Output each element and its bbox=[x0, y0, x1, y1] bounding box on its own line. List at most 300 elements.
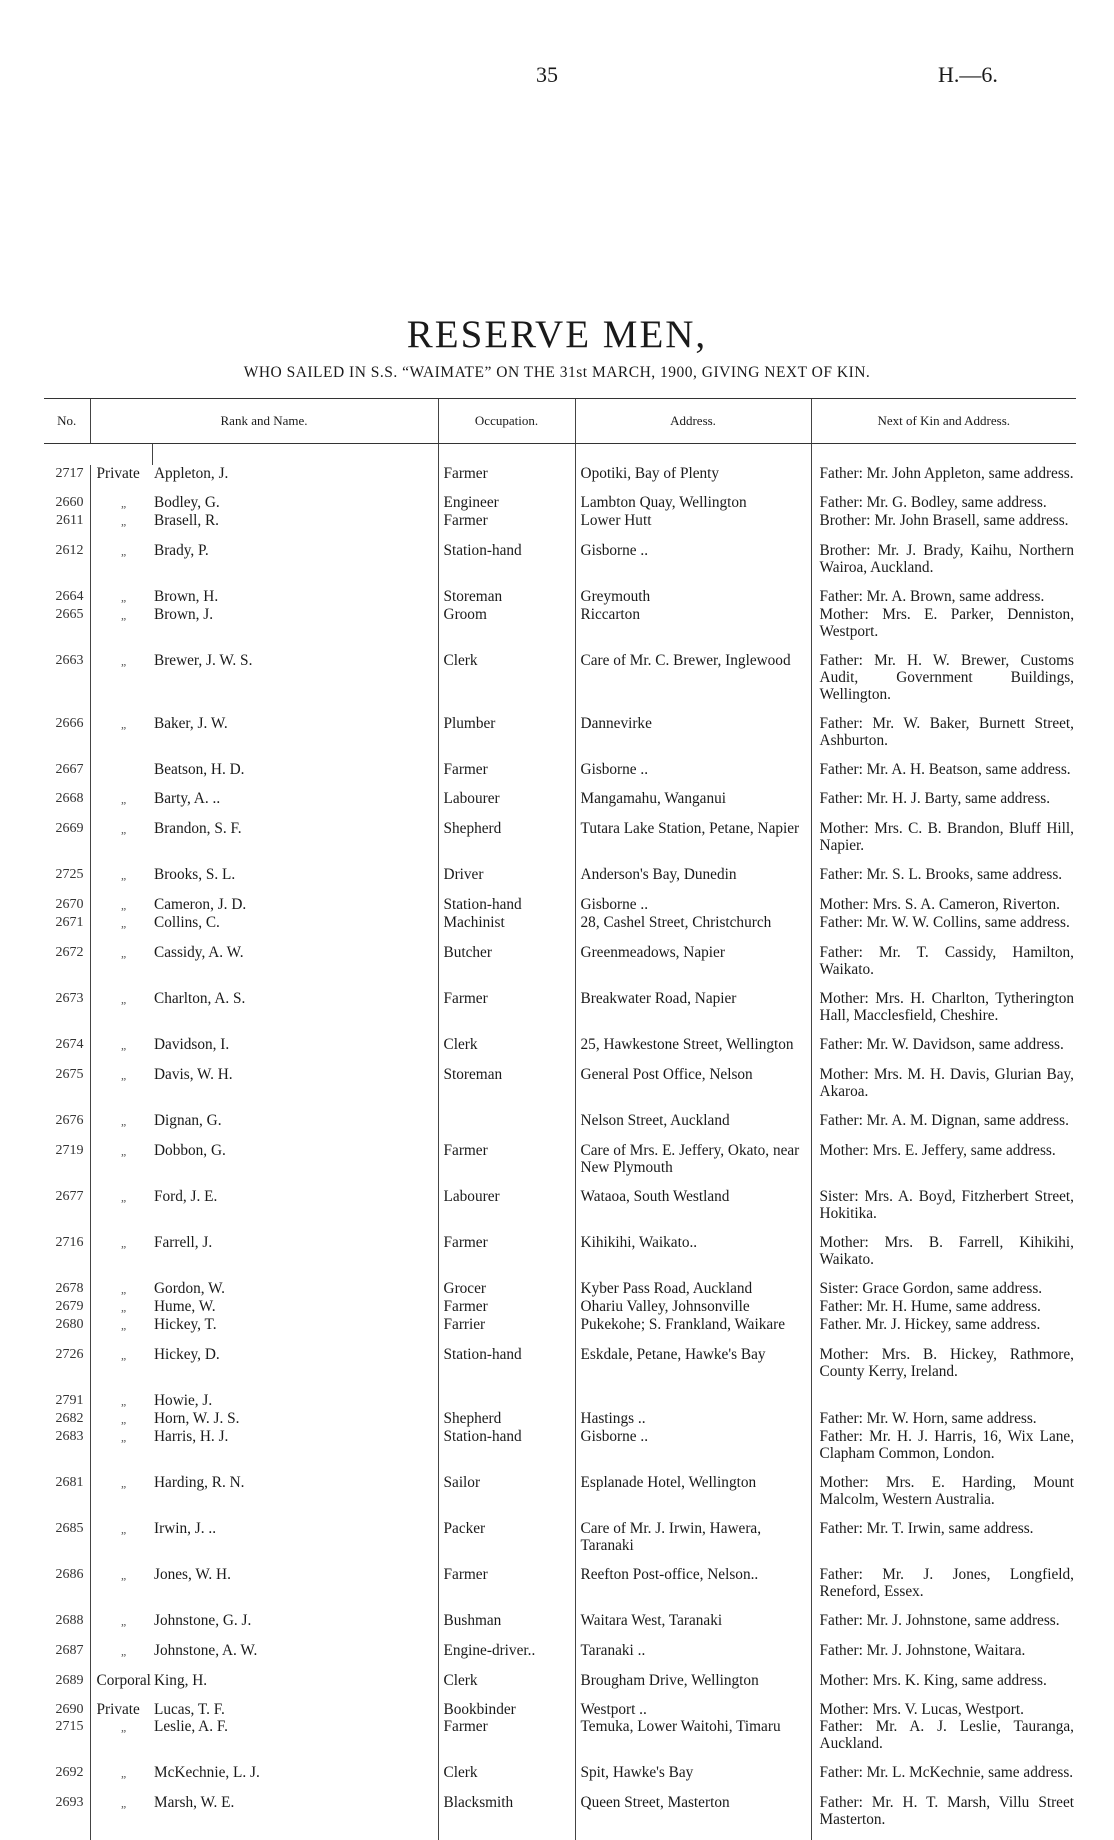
table-row bbox=[44, 1036, 1076, 1066]
row-occupation bbox=[438, 1718, 575, 1764]
row-rank-text: „ bbox=[120, 1144, 128, 1158]
row-name-text: Barty, A. .. bbox=[154, 790, 221, 807]
row-name-text: Irwin, J. .. bbox=[154, 1520, 217, 1537]
row-next-of-kin bbox=[811, 1794, 1076, 1840]
row-next-of-kin bbox=[811, 1764, 1076, 1794]
row-rank-text: „ bbox=[120, 1766, 128, 1780]
table-row bbox=[44, 990, 1076, 1036]
table-row bbox=[44, 494, 1076, 512]
column-header-rank-name: Rank and Name. bbox=[90, 399, 438, 444]
row-rank bbox=[90, 465, 152, 494]
row-next-of-kin bbox=[811, 588, 1076, 606]
row-number bbox=[44, 512, 90, 542]
row-address-text: Esplanade Hotel, Wellington bbox=[580, 1474, 757, 1491]
row-next-of-kin bbox=[811, 944, 1076, 990]
row-next-of-kin bbox=[811, 1036, 1076, 1066]
row-name-text: Baker, J. W. bbox=[154, 715, 228, 732]
row-address-text: Nelson Street, Auckland bbox=[580, 1112, 730, 1129]
row-next-of-kin-text: Mother: Mrs. E. Harding, Mount Malcolm, Western Australia. bbox=[819, 1474, 1075, 1508]
row-address-text: Eskdale, Petane, Hawke's Bay bbox=[580, 1346, 766, 1363]
row-occupation bbox=[438, 914, 575, 944]
row-number-text: 2690 bbox=[55, 1702, 84, 1717]
row-rank-text: „ bbox=[120, 946, 128, 960]
table-row bbox=[44, 1701, 1076, 1718]
row-occupation bbox=[438, 1428, 575, 1474]
table-row bbox=[44, 652, 1076, 715]
table-row bbox=[44, 914, 1076, 944]
row-next-of-kin bbox=[811, 465, 1076, 494]
row-number bbox=[44, 465, 90, 494]
row-name bbox=[152, 715, 438, 761]
row-address-text: 28, Cashel Street, Christchurch bbox=[580, 914, 772, 931]
row-rank bbox=[90, 606, 152, 652]
row-name bbox=[152, 1392, 438, 1410]
row-rank bbox=[90, 494, 152, 512]
row-rank bbox=[90, 1612, 152, 1642]
row-rank bbox=[90, 914, 152, 944]
row-address bbox=[575, 1142, 811, 1188]
row-number bbox=[44, 1316, 90, 1346]
row-address-text: Care of Mr. J. Irwin, Hawera, Taranaki bbox=[580, 1520, 762, 1554]
row-number-text: 2675 bbox=[55, 1067, 84, 1082]
row-number-text: 2716 bbox=[55, 1235, 84, 1250]
row-next-of-kin-text: Father: Mr. John Appleton, same address. bbox=[819, 465, 1074, 482]
row-name bbox=[152, 1234, 438, 1280]
row-next-of-kin bbox=[811, 866, 1076, 896]
row-name-text: Brown, H. bbox=[154, 588, 219, 605]
row-name bbox=[152, 1346, 438, 1392]
row-next-of-kin-text: Father: Mr. W. Baker, Burnett Street, Ashburton. bbox=[819, 715, 1075, 749]
row-next-of-kin-text: Father: Mr. A. Brown, same address. bbox=[819, 588, 1045, 605]
row-address-text: Lambton Quay, Wellington bbox=[580, 494, 747, 511]
row-occupation-text: Farmer bbox=[443, 1234, 488, 1251]
row-rank-text: „ bbox=[120, 1348, 128, 1362]
table-row bbox=[44, 465, 1076, 494]
row-address bbox=[575, 512, 811, 542]
row-rank-text: „ bbox=[120, 822, 128, 836]
row-occupation-text: Farmer bbox=[443, 1298, 488, 1315]
row-occupation bbox=[438, 790, 575, 820]
row-next-of-kin-text: Father: Mr. W. Horn, same address. bbox=[819, 1410, 1037, 1427]
row-next-of-kin bbox=[811, 914, 1076, 944]
row-address-text: Kyber Pass Road, Auckland bbox=[580, 1280, 753, 1297]
row-address-text: Riccarton bbox=[580, 606, 640, 623]
row-name bbox=[152, 494, 438, 512]
row-occupation-text: Blacksmith bbox=[443, 1794, 514, 1811]
row-next-of-kin bbox=[811, 1142, 1076, 1188]
row-occupation bbox=[438, 652, 575, 715]
row-address bbox=[575, 1718, 811, 1764]
row-name-text: Cameron, J. D. bbox=[154, 896, 247, 913]
row-next-of-kin bbox=[811, 1474, 1076, 1520]
row-address bbox=[575, 990, 811, 1036]
row-address bbox=[575, 465, 811, 494]
row-address bbox=[575, 542, 811, 588]
row-number-text: 2726 bbox=[55, 1347, 84, 1362]
row-name-text: Johnstone, G. J. bbox=[154, 1612, 252, 1629]
row-rank-text: „ bbox=[120, 608, 128, 622]
row-name-text: Brady, P. bbox=[154, 542, 209, 559]
row-number bbox=[44, 1234, 90, 1280]
row-name bbox=[152, 1036, 438, 1066]
row-name bbox=[152, 944, 438, 990]
row-occupation bbox=[438, 1298, 575, 1316]
row-number-text: 2612 bbox=[55, 543, 84, 558]
row-number bbox=[44, 1701, 90, 1718]
row-name-text: Brooks, S. L. bbox=[154, 866, 236, 883]
row-rank bbox=[90, 512, 152, 542]
row-rank bbox=[90, 542, 152, 588]
row-next-of-kin bbox=[811, 1701, 1076, 1718]
row-number bbox=[44, 790, 90, 820]
row-next-of-kin bbox=[811, 1642, 1076, 1672]
row-occupation bbox=[438, 944, 575, 990]
row-address-text: Westport .. bbox=[580, 1701, 647, 1718]
row-name-text: Charlton, A. S. bbox=[154, 990, 246, 1007]
row-rank bbox=[90, 820, 152, 866]
row-occupation bbox=[438, 1234, 575, 1280]
row-address bbox=[575, 1316, 811, 1346]
row-next-of-kin-text: Father: Mr. A. M. Dignan, same address. bbox=[819, 1112, 1069, 1129]
row-next-of-kin bbox=[811, 715, 1076, 761]
row-next-of-kin-text: Father: Mr. J. Jones, Longfield, Reneford, Essex. bbox=[819, 1566, 1075, 1600]
row-name-text: Hume, W. bbox=[154, 1298, 216, 1315]
row-occupation-text: Clerk bbox=[443, 652, 478, 669]
row-name bbox=[152, 1701, 438, 1718]
row-occupation-text: Station-hand bbox=[443, 1346, 522, 1363]
row-name-text: Collins, C. bbox=[154, 914, 220, 931]
row-occupation bbox=[438, 1474, 575, 1520]
row-name-text: Farrell, J. bbox=[154, 1234, 213, 1251]
row-address bbox=[575, 896, 811, 914]
row-rank-text: „ bbox=[120, 1190, 128, 1204]
row-occupation bbox=[438, 715, 575, 761]
row-name-text: Hickey, D. bbox=[154, 1346, 220, 1363]
row-address-text: Ohariu Valley, Johnsonville bbox=[580, 1298, 750, 1315]
row-number-text: 2660 bbox=[55, 495, 84, 510]
row-rank bbox=[90, 1428, 152, 1474]
row-name bbox=[152, 1142, 438, 1188]
row-number-text: 2689 bbox=[55, 1673, 84, 1688]
table-body bbox=[44, 465, 1076, 1840]
row-occupation-text: Driver bbox=[443, 866, 484, 883]
row-next-of-kin-text: Mother: Mrs. V. Lucas, Westport. bbox=[819, 1701, 1024, 1718]
column-header-occupation: Occupation. bbox=[438, 399, 575, 444]
row-next-of-kin-text: Father. Mr. J. Hickey, same address. bbox=[819, 1316, 1041, 1333]
row-occupation-text: Farmer bbox=[443, 1718, 488, 1735]
row-name bbox=[152, 1316, 438, 1346]
row-address-text: Gisborne .. bbox=[580, 1428, 649, 1445]
row-rank bbox=[90, 1346, 152, 1392]
row-next-of-kin bbox=[811, 1112, 1076, 1142]
row-address-text: Reefton Post-office, Nelson.. bbox=[580, 1566, 759, 1583]
table-row bbox=[44, 1188, 1076, 1234]
row-occupation-text: Farmer bbox=[443, 990, 488, 1007]
row-address bbox=[575, 944, 811, 990]
row-number-text: 2685 bbox=[55, 1521, 84, 1536]
row-number bbox=[44, 652, 90, 715]
row-next-of-kin bbox=[811, 761, 1076, 790]
row-next-of-kin-text: Brother: Mr. John Brasell, same address. bbox=[819, 512, 1069, 529]
row-next-of-kin-text: Mother: Mrs. B. Farrell, Kihikihi, Waikato. bbox=[819, 1234, 1075, 1268]
row-rank-text: „ bbox=[120, 1476, 128, 1490]
row-name bbox=[152, 1718, 438, 1764]
row-address bbox=[575, 1566, 811, 1612]
row-occupation-text: Storeman bbox=[443, 588, 503, 605]
row-address bbox=[575, 1112, 811, 1142]
table-row bbox=[44, 1612, 1076, 1642]
row-rank bbox=[90, 1718, 152, 1764]
row-name-text: Lucas, T. F. bbox=[154, 1701, 225, 1718]
row-address-text: Pukekohe; S. Frankland, Waikare bbox=[580, 1316, 786, 1333]
row-occupation-text: Station-hand bbox=[443, 1428, 522, 1445]
row-next-of-kin bbox=[811, 494, 1076, 512]
row-occupation bbox=[438, 1142, 575, 1188]
row-rank-text: „ bbox=[120, 590, 128, 604]
column-header-next-of-kin: Next of Kin and Address. bbox=[811, 399, 1076, 444]
row-occupation bbox=[438, 1794, 575, 1840]
row-address bbox=[575, 790, 811, 820]
table-row bbox=[44, 820, 1076, 866]
row-next-of-kin bbox=[811, 1428, 1076, 1474]
row-address bbox=[575, 1701, 811, 1718]
row-name bbox=[152, 1642, 438, 1672]
row-address-text: Kihikihi, Waikato.. bbox=[580, 1234, 698, 1251]
row-address-text: Queen Street, Masterton bbox=[580, 1794, 730, 1811]
row-name bbox=[152, 1112, 438, 1142]
row-name bbox=[152, 1520, 438, 1566]
row-rank-text: „ bbox=[120, 1318, 128, 1332]
row-rank-text: „ bbox=[120, 1568, 128, 1582]
row-name bbox=[152, 1474, 438, 1520]
row-name bbox=[152, 790, 438, 820]
row-address-text: Care of Mr. C. Brewer, Inglewood bbox=[580, 652, 791, 669]
row-address bbox=[575, 1298, 811, 1316]
row-address bbox=[575, 1474, 811, 1520]
row-name-text: Marsh, W. E. bbox=[154, 1794, 235, 1811]
row-number bbox=[44, 1112, 90, 1142]
row-rank bbox=[90, 1188, 152, 1234]
row-address-text: Dannevirke bbox=[580, 715, 652, 732]
row-number-text: 2725 bbox=[55, 867, 84, 882]
table-row bbox=[44, 588, 1076, 606]
row-name-text: Leslie, A. F. bbox=[154, 1718, 228, 1735]
row-address bbox=[575, 1036, 811, 1066]
row-address bbox=[575, 1234, 811, 1280]
table-row bbox=[44, 715, 1076, 761]
table-row bbox=[44, 1280, 1076, 1298]
row-number bbox=[44, 866, 90, 896]
table-row bbox=[44, 866, 1076, 896]
row-next-of-kin-text: Father: Mr. J. Johnstone, same address. bbox=[819, 1612, 1060, 1629]
row-next-of-kin bbox=[811, 1066, 1076, 1112]
row-address-text: Gisborne .. bbox=[580, 542, 649, 559]
row-number bbox=[44, 1612, 90, 1642]
row-number-text: 2671 bbox=[55, 915, 84, 930]
row-rank-text: „ bbox=[120, 1796, 128, 1810]
row-next-of-kin-text: Father: Mr. W. W. Collins, same address. bbox=[819, 914, 1070, 931]
row-number bbox=[44, 1036, 90, 1066]
row-occupation-text: Farmer bbox=[443, 1142, 488, 1159]
row-next-of-kin bbox=[811, 1718, 1076, 1764]
table-row bbox=[44, 1794, 1076, 1840]
row-number bbox=[44, 761, 90, 790]
row-address bbox=[575, 494, 811, 512]
row-next-of-kin-text: Father: Mr. H. J. Harris, 16, Wix Lane, Clapham Common, London. bbox=[819, 1428, 1075, 1462]
row-address bbox=[575, 1188, 811, 1234]
row-rank-text: „ bbox=[120, 717, 128, 731]
table-row bbox=[44, 1428, 1076, 1474]
row-rank bbox=[90, 1794, 152, 1840]
row-address-text: Waitara West, Taranaki bbox=[580, 1612, 723, 1629]
row-occupation-text: Labourer bbox=[443, 790, 500, 807]
table-row bbox=[44, 1142, 1076, 1188]
row-number bbox=[44, 1764, 90, 1794]
row-next-of-kin-text: Father: Mr. H. W. Brewer, Customs Audit, Government Buildings, Wellington. bbox=[819, 652, 1075, 703]
table-row bbox=[44, 1672, 1076, 1701]
row-name-text: Dobbon, G. bbox=[154, 1142, 226, 1159]
row-occupation-text: Sailor bbox=[443, 1474, 481, 1491]
row-number bbox=[44, 820, 90, 866]
row-number bbox=[44, 606, 90, 652]
row-rank bbox=[90, 1474, 152, 1520]
row-occupation bbox=[438, 761, 575, 790]
row-next-of-kin-text: Mother: Mrs. E. Jeffery, same address. bbox=[819, 1142, 1056, 1159]
table-header-row bbox=[44, 399, 1076, 444]
row-rank bbox=[90, 1392, 152, 1410]
row-next-of-kin-text: Father: Mr. T. Cassidy, Hamilton, Waikato. bbox=[819, 944, 1075, 978]
row-occupation-text: Groom bbox=[443, 606, 487, 623]
row-rank bbox=[90, 1316, 152, 1346]
row-address-text: Anderson's Bay, Dunedin bbox=[580, 866, 737, 883]
row-address bbox=[575, 588, 811, 606]
row-name-text: Davidson, I. bbox=[154, 1036, 230, 1053]
row-number-text: 2679 bbox=[55, 1299, 84, 1314]
row-number-text: 2674 bbox=[55, 1037, 84, 1052]
row-address-text: Mangamahu, Wanganui bbox=[580, 790, 726, 807]
table-row bbox=[44, 1474, 1076, 1520]
row-number-text: 2715 bbox=[55, 1719, 84, 1734]
row-address-text: General Post Office, Nelson bbox=[580, 1066, 753, 1083]
row-address bbox=[575, 1612, 811, 1642]
row-number-text: 2663 bbox=[55, 653, 84, 668]
row-next-of-kin bbox=[811, 1346, 1076, 1392]
row-address-text: Taranaki .. bbox=[580, 1642, 646, 1659]
row-name bbox=[152, 866, 438, 896]
row-name-text: Harding, R. N. bbox=[154, 1474, 245, 1491]
row-address bbox=[575, 1428, 811, 1474]
row-name-text: Brasell, R. bbox=[154, 512, 220, 529]
row-number-text: 2687 bbox=[55, 1643, 84, 1658]
row-occupation-text: Farmer bbox=[443, 465, 488, 482]
row-address bbox=[575, 1642, 811, 1672]
row-address-text: Temuka, Lower Waitohi, Timaru bbox=[580, 1718, 781, 1735]
table-row bbox=[44, 1718, 1076, 1764]
row-number-text: 2692 bbox=[55, 1765, 84, 1780]
row-address bbox=[575, 1280, 811, 1298]
row-number-text: 2681 bbox=[55, 1475, 84, 1490]
row-occupation bbox=[438, 1520, 575, 1566]
row-number-text: 2717 bbox=[55, 466, 84, 481]
row-occupation-text: Engine-driver.. bbox=[443, 1642, 536, 1659]
row-next-of-kin bbox=[811, 896, 1076, 914]
row-number bbox=[44, 542, 90, 588]
row-number-text: 2670 bbox=[55, 897, 84, 912]
row-name-text: Brown, J. bbox=[154, 606, 214, 623]
row-number-text: 2667 bbox=[55, 762, 84, 777]
row-number bbox=[44, 1474, 90, 1520]
row-number-text: 2669 bbox=[55, 821, 84, 836]
row-number-text: 2791 bbox=[55, 1393, 84, 1408]
row-name-text: Gordon, W. bbox=[154, 1280, 225, 1297]
row-address-text: Greymouth bbox=[580, 588, 651, 605]
row-rank bbox=[90, 896, 152, 914]
row-number bbox=[44, 914, 90, 944]
row-name bbox=[152, 1428, 438, 1474]
row-next-of-kin bbox=[811, 1520, 1076, 1566]
row-rank-text: „ bbox=[120, 544, 128, 558]
row-number-text: 2688 bbox=[55, 1613, 84, 1628]
row-occupation bbox=[438, 1316, 575, 1346]
row-name-text: Bodley, G. bbox=[154, 494, 220, 511]
row-next-of-kin bbox=[811, 790, 1076, 820]
row-next-of-kin-text: Mother: Mrs. B. Hickey, Rathmore, County Kerry, Ireland. bbox=[819, 1346, 1075, 1380]
row-next-of-kin-text: Mother: Mrs. K. King, same address. bbox=[819, 1672, 1047, 1689]
table-row bbox=[44, 1316, 1076, 1346]
row-number-text: 2665 bbox=[55, 607, 84, 622]
row-name bbox=[152, 1188, 438, 1234]
row-next-of-kin-text: Father: Mr. A. J. Leslie, Tauranga, Auckland. bbox=[819, 1718, 1075, 1752]
row-rank-text: „ bbox=[120, 1522, 128, 1536]
row-next-of-kin bbox=[811, 1188, 1076, 1234]
row-occupation bbox=[438, 1188, 575, 1234]
row-address bbox=[575, 761, 811, 790]
row-next-of-kin bbox=[811, 542, 1076, 588]
row-number-text: 2668 bbox=[55, 791, 84, 806]
table-row bbox=[44, 1392, 1076, 1410]
row-next-of-kin bbox=[811, 1612, 1076, 1642]
row-next-of-kin bbox=[811, 1280, 1076, 1298]
row-name-text: Beatson, H. D. bbox=[154, 761, 245, 778]
row-occupation-text: Farrier bbox=[443, 1316, 486, 1333]
row-name bbox=[152, 820, 438, 866]
row-name bbox=[152, 896, 438, 914]
row-name-text: Jones, W. H. bbox=[154, 1566, 231, 1583]
row-address bbox=[575, 820, 811, 866]
row-number bbox=[44, 1520, 90, 1566]
row-rank-text: „ bbox=[120, 1644, 128, 1658]
document-code: H.—6. bbox=[938, 62, 998, 87]
row-number-text: 2678 bbox=[55, 1281, 84, 1296]
row-next-of-kin-text: Sister: Mrs. A. Boyd, Fitzherbert Street, Hokitika. bbox=[819, 1188, 1075, 1222]
row-name bbox=[152, 542, 438, 588]
row-rank bbox=[90, 1701, 152, 1718]
row-number bbox=[44, 715, 90, 761]
row-rank-text: „ bbox=[120, 654, 128, 668]
row-number-text: 2676 bbox=[55, 1113, 84, 1128]
table-row bbox=[44, 1112, 1076, 1142]
row-address bbox=[575, 1410, 811, 1428]
row-name-text: Brewer, J. W. S. bbox=[154, 652, 253, 669]
row-next-of-kin-text: Father: Mr. H. T. Marsh, Villu Street Masterton. bbox=[819, 1794, 1075, 1828]
row-occupation-text: Farmer bbox=[443, 1566, 488, 1583]
row-rank bbox=[90, 866, 152, 896]
row-number-text: 2683 bbox=[55, 1429, 84, 1444]
table-row bbox=[44, 944, 1076, 990]
row-number bbox=[44, 1280, 90, 1298]
row-next-of-kin bbox=[811, 606, 1076, 652]
row-occupation bbox=[438, 1066, 575, 1112]
